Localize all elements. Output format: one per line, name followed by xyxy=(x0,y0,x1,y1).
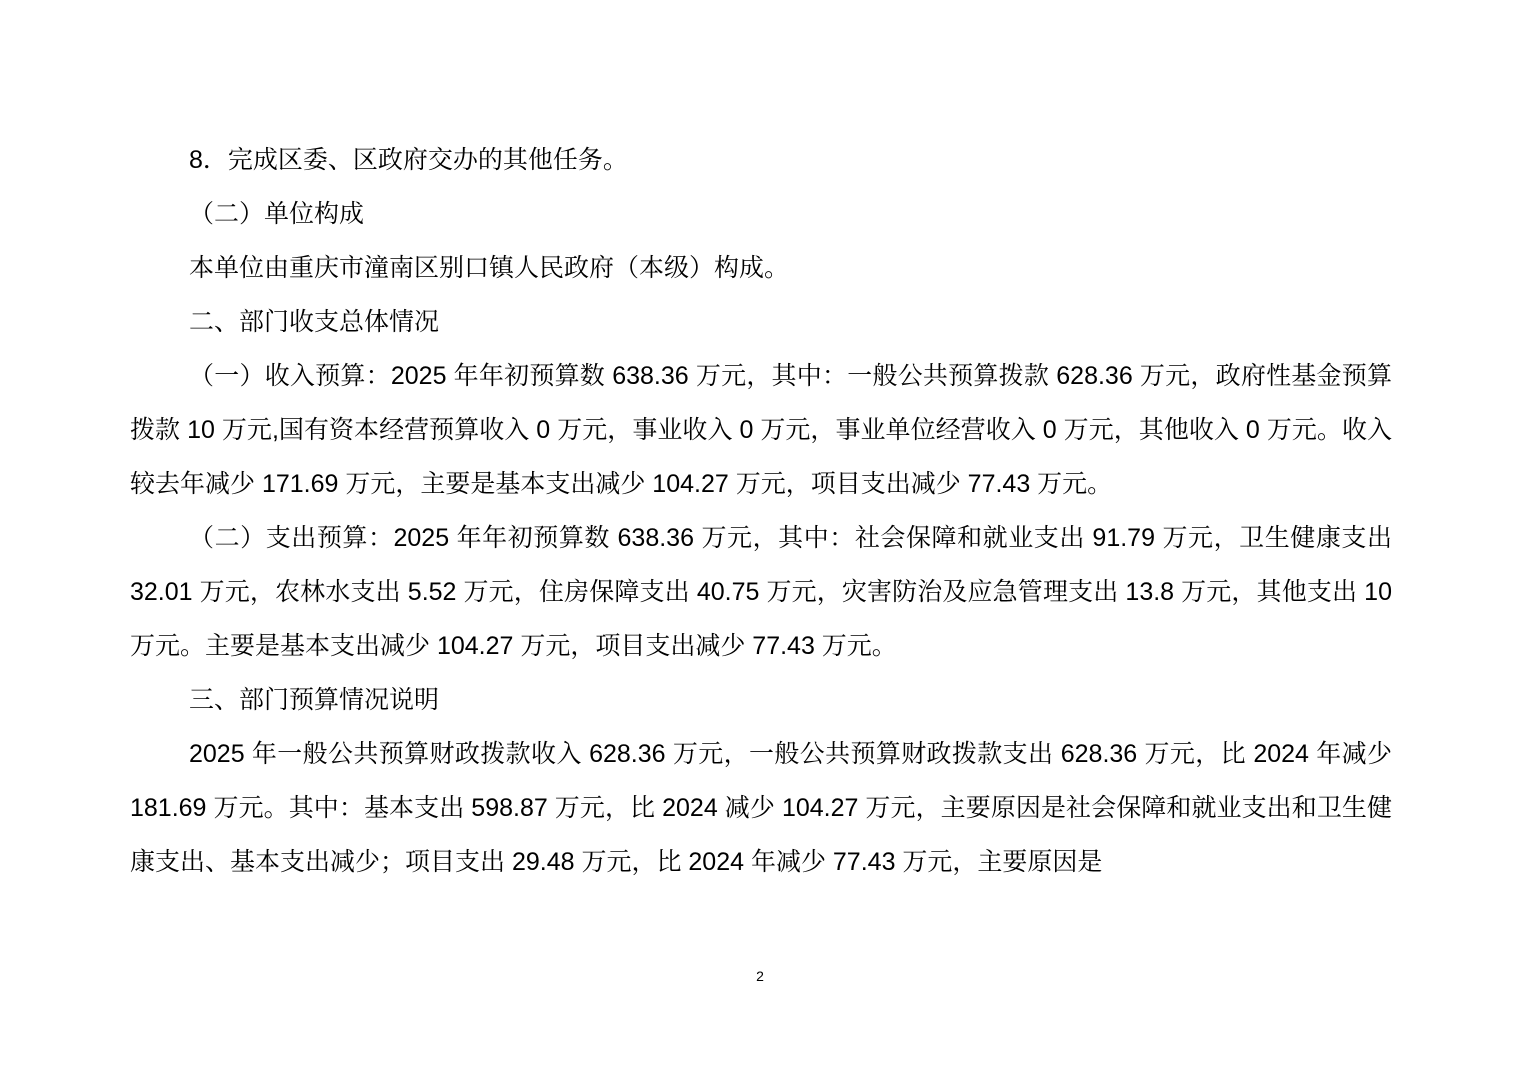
paragraph-general-public-budget: 2025 年一般公共预算财政拨款收入 628.36 万元，一般公共预算财政拨款支出 628.36 万元，比 2024 年减少 181.69 万元。其中：基本支出 598.87 万元，比 2024 减少 104.27 万元，主要原因是社会保障和就业支出和卫生健康支出、基本支出减少；项目支出 29.48 万元，比 2024 年减少 77.43 万元，主要原因是 xyxy=(130,740,1392,876)
heading-budget-explanation: 三、部门预算情况说明 xyxy=(189,686,440,714)
paragraph-other-tasks: 8．完成区委、区政府交办的其他任务。 xyxy=(189,146,628,174)
heading-unit-composition: （二）单位构成 xyxy=(189,200,365,228)
paragraph-expenditure-budget: （二）支出预算：2025 年年初预算数 638.36 万元，其中：社会保障和就业支出 91.79 万元，卫生健康支出 32.01 万元，农林水支出 5.52 万元，住房保障支出 40.75 万元，灾害防治及应急管理支出 13.8 万元，其他支出 10 万元。主要是基本支出减少 104.27 万元，项目支出减少 77.43 万元。 xyxy=(130,524,1392,660)
paragraph-unit-composition: 本单位由重庆市潼南区别口镇人民政府（本级）构成。 xyxy=(189,254,790,282)
heading-overall-revenue-expenditure: 二、部门收支总体情况 xyxy=(189,308,440,336)
page-number: 2 xyxy=(756,968,764,984)
paragraph-revenue-budget: （一）收入预算：2025 年年初预算数 638.36 万元，其中：一般公共预算拨款 628.36 万元，政府性基金预算拨款 10 万元,国有资本经营预算收入 0 万元，事业收入 0 万元，事业单位经营收入 0 万元，其他收入 0 万元。收入较去年减少 171.69 万元，主要是基本支出减少 104.27 万元，项目支出减少 77.43 万元。 xyxy=(130,362,1392,498)
document-body xyxy=(130,133,1392,889)
